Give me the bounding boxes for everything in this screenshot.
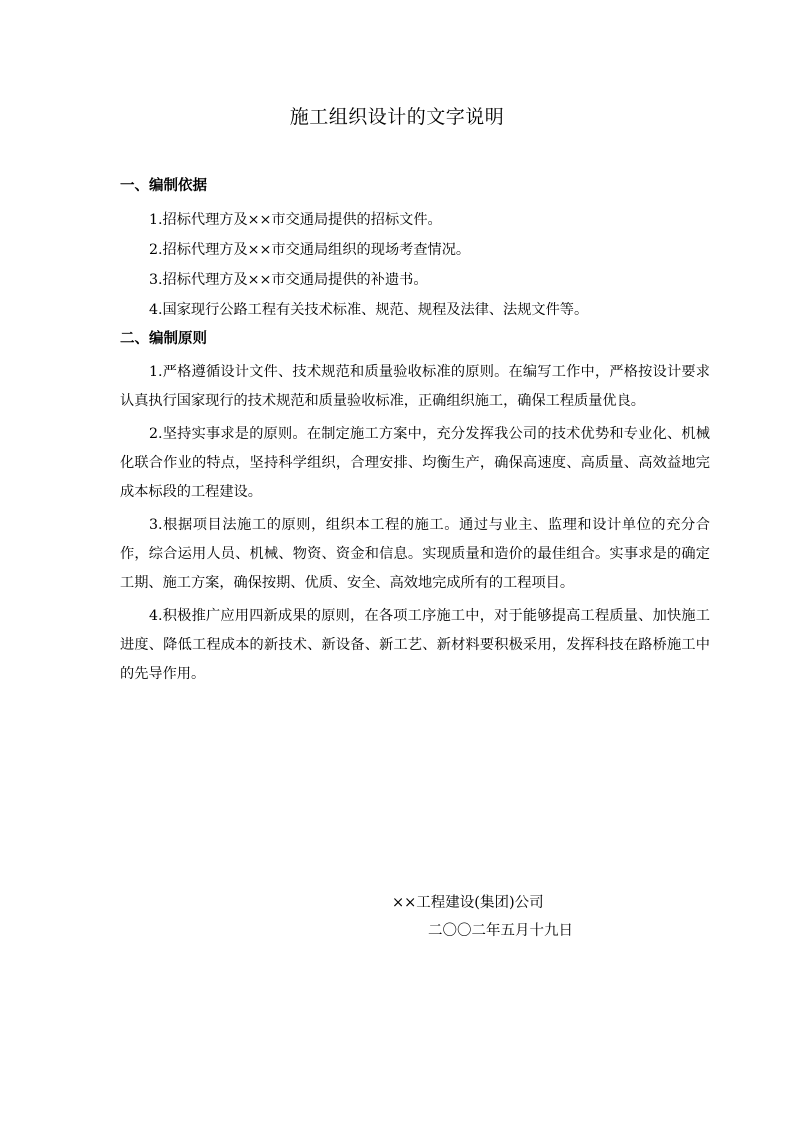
principle-paragraph: 2.坚持实事求是的原则。在制定施工方案中，充分发挥我公司的技术优势和专业化、机械化联合作业的特点，坚持科学组织，合理安排、均衡生产，确保高速度、高质量、高效益地完成本标段的工程建设。 xyxy=(120,426,710,500)
section-principles xyxy=(120,328,710,693)
company-name: ××工程建设(集团)公司 xyxy=(392,895,544,911)
document-title: 施工组织设计的文字说明 xyxy=(289,106,505,128)
basis-item: 1.招标代理方及××市交通局提供的招标文件。 xyxy=(149,212,442,228)
basis-item: 4.国家现行公路工程有关技术标准、规范、规程及法律、法规文件等。 xyxy=(149,302,589,318)
principle-paragraph: 4.积极推广应用四新成果的原则，在各项工序施工中，对于能够提高工程质量、加快施工进度、降低工程成本的新技术、新设备、新工艺、新材料要积极采用，发挥科技在路桥施工中的先导作用。 xyxy=(120,608,710,682)
section-heading-basis: 一、编制依据 xyxy=(120,178,207,194)
basis-item: 3.招标代理方及××市交通局提供的补遗书。 xyxy=(149,272,428,288)
section-heading-principles: 二、编制原则 xyxy=(120,331,207,347)
section-basis xyxy=(120,175,710,325)
principle-paragraph: 1.严格遵循设计文件、技术规范和质量验收标准的原则。在编写工作中，严格按设计要求认真执行国家现行的技术规范和质量验收标准，正确组织施工，确保工程质量优良。 xyxy=(120,364,710,409)
basis-item: 2.招标代理方及××市交通局组织的现场考查情况。 xyxy=(149,242,471,258)
signature-block xyxy=(392,889,573,945)
document-date: 二〇〇二年五月十九日 xyxy=(428,923,573,939)
principle-paragraph: 3.根据项目法施工的原则，组织本工程的施工。通过与业主、监理和设计单位的充分合作，综合运用人员、机械、物资、资金和信息。实现质量和造价的最佳组合。实事求是的确定工期、施工方案，确保按期、优质、安全、高效地完成所有的工程项目。 xyxy=(120,517,710,591)
